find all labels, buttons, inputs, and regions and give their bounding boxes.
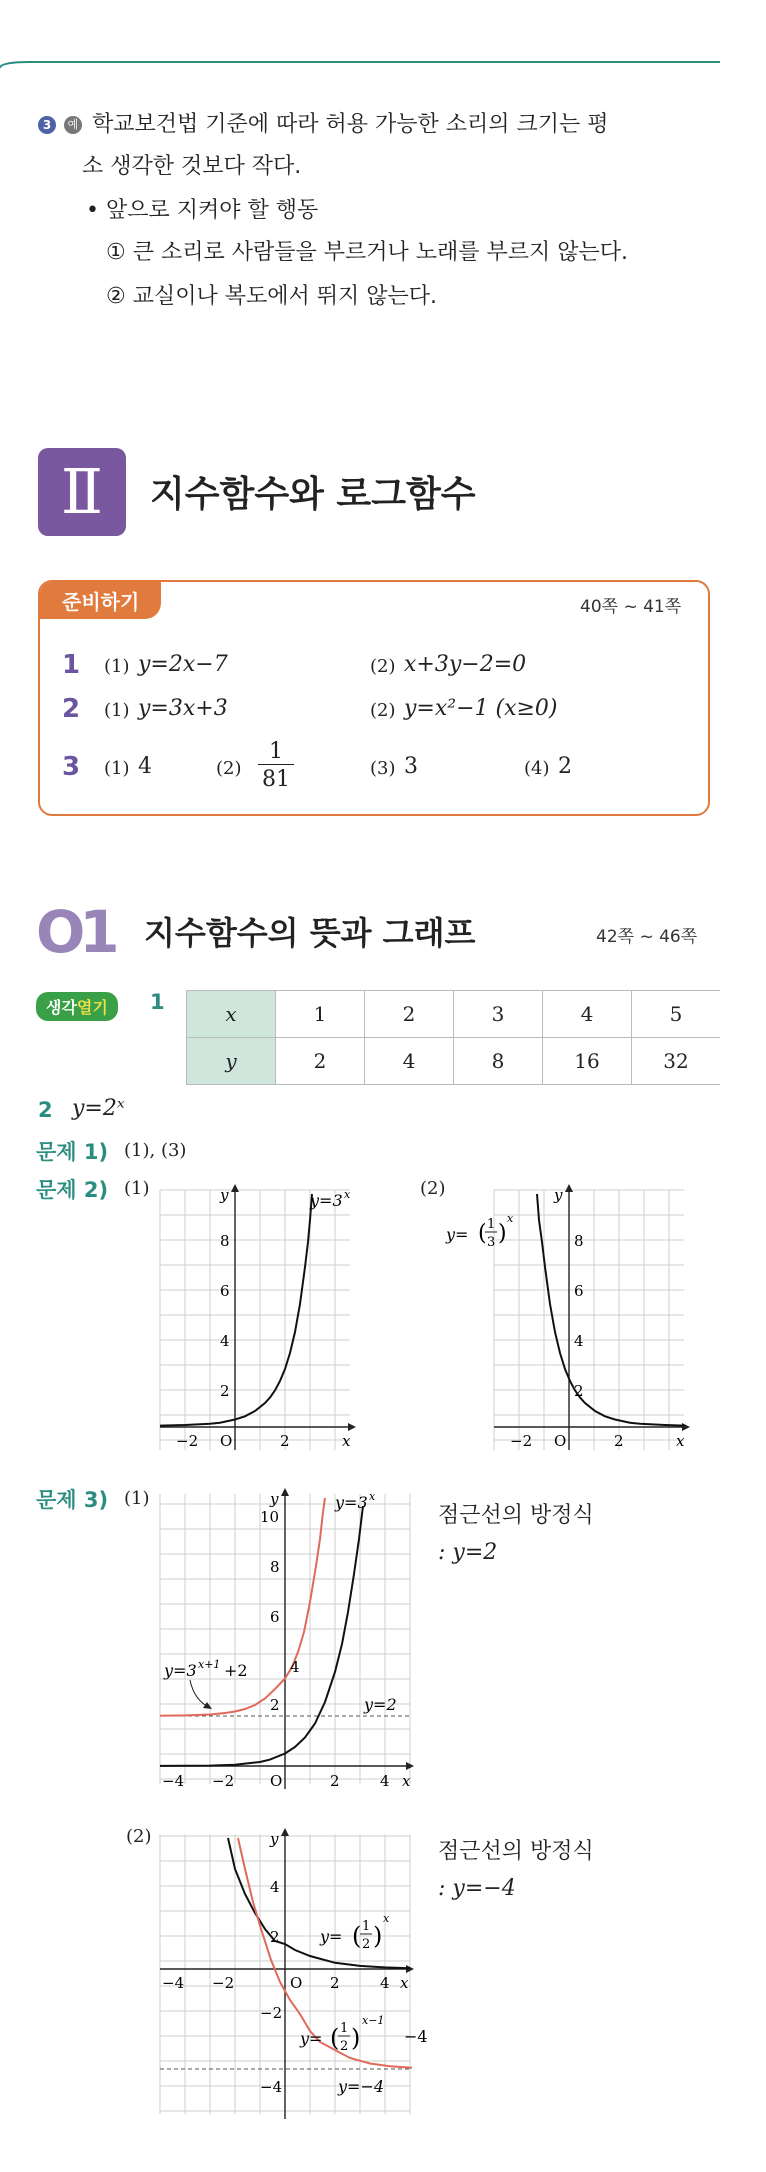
graph-4-tick-x-minus4: −4 (162, 1974, 185, 1992)
think-q1-number: 1 (150, 990, 165, 1014)
prep-row-1-a: y=2x−7 (138, 652, 228, 677)
table-y-header: y (187, 1038, 276, 1085)
table-cell: 16 (543, 1038, 632, 1085)
problem-1-word: 문제 (36, 1140, 77, 1164)
asymptote-answer-2: : y=−4 (438, 1876, 516, 1901)
prep-row-3-4-label: (4) (524, 758, 550, 779)
graph-3-x-axis-label: x (402, 1772, 411, 1790)
prep-row-3-3-value: 3 (404, 754, 418, 779)
prep-row-3-2-denominator: 81 (262, 767, 290, 792)
prep-row-1-a-label: (1) (104, 656, 130, 677)
problem-2-num: 2 (83, 1178, 99, 1202)
prep-row-3-3-label: (3) (370, 758, 396, 779)
graph-1-curve (160, 1194, 312, 1426)
graph-4-shift-paren-close: ) (351, 2024, 361, 2052)
think-badge-b: 열기 (76, 998, 108, 1017)
table-cell: 32 (632, 1038, 721, 1085)
graph-3-base-label: y=3 (335, 1493, 368, 1512)
think-badge-a: 생각 (46, 998, 77, 1017)
problem-2-word: 문제 (36, 1178, 77, 1202)
chapter-numeral-box: Ⅱ (38, 448, 126, 536)
section-number: O1 (36, 898, 114, 966)
graph-2-paren-close: ) (498, 1221, 507, 1246)
prep-row-2-a-label: (1) (104, 700, 130, 721)
problem-3-part-1-label: (1) (124, 1488, 150, 1509)
problem-3-word: 문제 (36, 1488, 77, 1512)
prep-row-3-2-numerator: 1 (258, 740, 294, 765)
graph-1-x-axis-label: x (342, 1432, 351, 1450)
graph-4-tick-x-2: 2 (330, 1974, 340, 1992)
problem-3-num: 3 (83, 1488, 99, 1512)
graph-2-y-axis-label: y (554, 1186, 563, 1204)
graph-2-x-axis-label: x (676, 1432, 685, 1450)
think-q2-number: 2 (38, 1098, 53, 1122)
graph-4-curve-base (228, 1838, 410, 1968)
graph-3-tick-x-minus4: −4 (162, 1772, 185, 1790)
prep-row-2-a: y=3x+3 (138, 696, 228, 721)
think-q2-answer: y=2ˣ (72, 1096, 125, 1121)
graph-2-curve-label: y= (446, 1225, 469, 1244)
example-badge: 예 (64, 116, 82, 134)
prep-row-3-4-value: 2 (558, 754, 572, 779)
table-x-header: x (187, 991, 276, 1038)
graph-3-tick-y-4: 4 (290, 1658, 300, 1676)
graph-2-tick-y-4: 4 (574, 1332, 584, 1350)
graph-1-tick-y-6: 6 (220, 1282, 230, 1300)
table-row (187, 1038, 721, 1085)
graph-3 (150, 1484, 416, 1796)
problem-2-part-2-label: (2) (420, 1178, 446, 1199)
graph-4-shift-sup: x−1 (362, 2014, 385, 2027)
problem-1-num: 1 (83, 1140, 99, 1164)
bullet-heading: • 앞으로 지켜야 할 행동 (86, 198, 319, 223)
prep-row-3-number: 3 (62, 752, 81, 782)
graph-3-asym-label: y=2 (364, 1695, 397, 1714)
prep-row-1-b: x+3y−2=0 (404, 652, 527, 677)
graph-2-frac-num: 1 (487, 1217, 496, 1232)
table-cell: 4 (543, 991, 632, 1038)
graph-4-tick-x-4: 4 (380, 1974, 390, 1992)
table-cell: 5 (632, 991, 721, 1038)
problem-2-label: 문제 2) (36, 1178, 109, 1202)
values-table (186, 990, 720, 1085)
prep-row-1-b-label: (2) (370, 656, 396, 677)
graph-4-asym-label: y=−4 (338, 2077, 385, 2096)
graph-4-tick-x-minus2: −2 (212, 1974, 235, 1992)
graph-3-tick-x-2: 2 (330, 1772, 340, 1790)
graph-4-tick-y-2: 2 (270, 1928, 280, 1946)
section-title: 지수함수의 뜻과 그래프 (144, 914, 476, 952)
graph-3-shift-label: y=3 (164, 1661, 197, 1680)
prep-row-2-b: y=x²−1 (x≥0) (404, 696, 558, 721)
prep-row-2-b-label: (2) (370, 700, 396, 721)
answer-line-1: 학교보건법 기준에 따라 허용 가능한 소리의 크기는 평 (92, 112, 609, 137)
graph-2-paren-open: ( (478, 1221, 487, 1246)
graph-4-base-frac-den: 2 (362, 1937, 371, 1952)
problem-2-part-1-label: (1) (124, 1178, 150, 1199)
asymptote-answer-1: : y=2 (438, 1540, 498, 1565)
graph-4-base-sup: x (383, 1912, 390, 1925)
graph-1-origin: O (220, 1432, 233, 1450)
graph-2-tick-y-2: 2 (574, 1382, 584, 1400)
graph-1-tick-x-2: 2 (280, 1432, 290, 1450)
action-item-1: ① 큰 소리로 사람들을 부르거나 노래를 부르지 않는다. (106, 240, 628, 265)
graph-4-base-label: y= (320, 1927, 343, 1946)
graph-4-tick-y-minus2: −2 (260, 2004, 283, 2022)
prep-row-3-1-value: 4 (138, 754, 152, 779)
prep-row-3-2-label: (2) (216, 758, 242, 779)
graph-4-base-paren-close: ) (373, 1922, 383, 1950)
graph-4-shift-frac-num: 1 (340, 2021, 349, 2036)
table-cell: 8 (454, 1038, 543, 1085)
graph-3-curve-base (160, 1506, 363, 1766)
graph-1-tick-x-minus2: −2 (176, 1432, 199, 1450)
graph-2-sup: x (507, 1212, 514, 1225)
graph-1-curve-label-sup: x (344, 1188, 351, 1201)
problem-3-label: 문제 3) (36, 1488, 109, 1512)
graph-4-shift-paren-open: ( (330, 2024, 340, 2052)
graph-4-tick-y-minus4: −4 (260, 2078, 283, 2096)
graph-2-tick-x-2: 2 (614, 1432, 624, 1450)
graph-2-curve (537, 1194, 684, 1426)
answer-number-marker: 3 (38, 116, 56, 134)
graph-3-tick-x-4: 4 (380, 1772, 390, 1790)
graph-2-tick-y-8: 8 (574, 1232, 584, 1250)
graph-3-base-sup: x (369, 1490, 376, 1503)
graph-4-origin: O (290, 1974, 303, 1992)
graph-4-curve-shifted (238, 1838, 412, 2068)
graph-4-shift-label: y= (300, 2029, 323, 2048)
answer-line-2: 소 생각한 것보다 작다. (82, 154, 302, 179)
graph-4-base-frac-num: 1 (362, 1919, 371, 1934)
graph-3-tick-y-2: 2 (270, 1696, 280, 1714)
graph-2-tick-y-6: 6 (574, 1282, 584, 1300)
prep-row-1-number: 1 (62, 650, 81, 680)
graph-4-shift-tail: −4 (404, 2027, 428, 2046)
prep-tab: 준비하기 (40, 582, 161, 619)
graph-4-base-paren-open: ( (352, 1922, 362, 1950)
graph-1 (150, 1180, 360, 1460)
graph-4-shift-frac-den: 2 (340, 2039, 349, 2054)
asymptote-title-2: 점근선의 방정식 (438, 1839, 594, 1864)
problem-1-label: 문제 1) (36, 1140, 109, 1164)
graph-4-x-axis-label: x (400, 1974, 409, 1992)
prep-pages: 40쪽 ~ 41쪽 (580, 597, 682, 617)
graph-3-y-axis-label: y (270, 1490, 279, 1508)
table-row (187, 991, 721, 1038)
table-cell: 1 (276, 991, 365, 1038)
graph-1-tick-y-8: 8 (220, 1232, 230, 1250)
graph-2 (444, 1180, 694, 1460)
graph-3-shift-tail: +2 (224, 1661, 248, 1680)
graph-1-curve-label: y=3 (310, 1191, 343, 1210)
graph-3-tick-x-minus2: −2 (212, 1772, 235, 1790)
graph-3-tick-y-6: 6 (270, 1608, 280, 1626)
problem-1-answer: (1), (3) (124, 1140, 187, 1161)
graph-3-shift-sup: x+1 (198, 1658, 221, 1671)
graph-1-y-axis-label: y (220, 1186, 229, 1204)
prep-row-3-1-label: (1) (104, 758, 130, 779)
table-cell: 3 (454, 991, 543, 1038)
prep-row-2-number: 2 (62, 694, 81, 724)
section-pages: 42쪽 ~ 46쪽 (596, 927, 698, 947)
graph-4-y-axis-label: y (270, 1830, 279, 1848)
graph-3-tick-y-8: 8 (270, 1558, 280, 1576)
table-cell: 4 (365, 1038, 454, 1085)
graph-2-frac-den: 3 (487, 1235, 496, 1250)
table-cell: 2 (365, 991, 454, 1038)
graph-2-tick-x-minus2: −2 (510, 1432, 533, 1450)
top-border-line (0, 0, 766, 80)
graph-3-tick-y-10: 10 (260, 1508, 280, 1526)
graph-2-grid (494, 1190, 684, 1450)
think-badge (36, 992, 118, 1021)
action-item-2: ② 교실이나 복도에서 뛰지 않는다. (106, 284, 437, 309)
problem-3-part-2-label: (2) (126, 1826, 152, 1847)
table-cell: 2 (276, 1038, 365, 1085)
graph-3-origin: O (270, 1772, 283, 1790)
chapter-title: 지수함수와 로그함수 (150, 474, 476, 515)
graph-1-tick-y-2: 2 (220, 1382, 230, 1400)
graph-2-origin: O (554, 1432, 567, 1450)
asymptote-title-1: 점근선의 방정식 (438, 1503, 594, 1528)
graph-4-tick-y-4: 4 (270, 1878, 280, 1896)
graph-4 (150, 1824, 450, 2124)
graph-1-tick-y-4: 4 (220, 1332, 230, 1350)
